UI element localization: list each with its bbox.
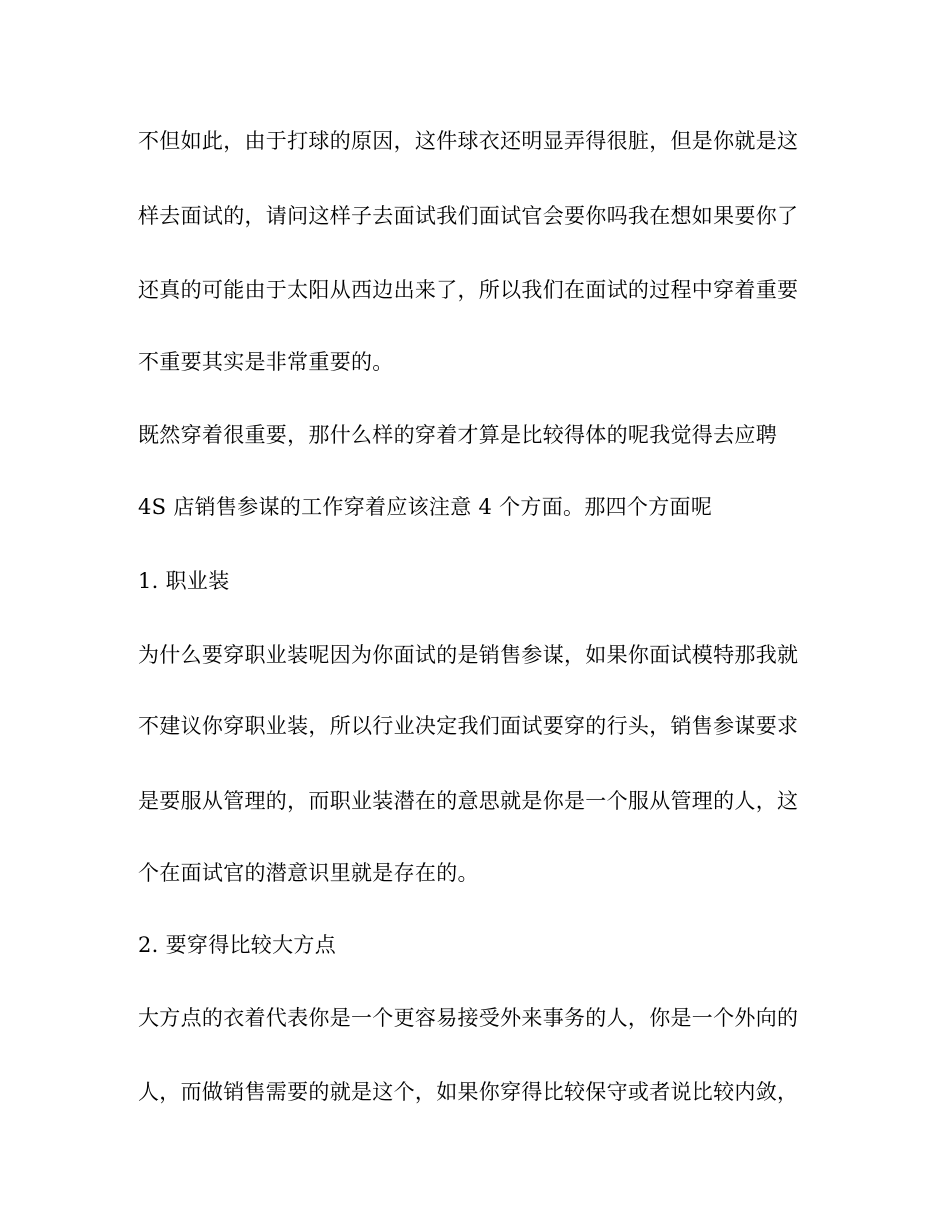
text-line: 不建议你穿职业装，所以行业决定我们面试要穿的行头，销售参谋要求 <box>138 714 799 738</box>
text-line: 还真的可能由于太阳从西边出来了，所以我们在面试的过程中穿着重要 <box>138 278 799 302</box>
text-line: 不但如此，由于打球的原因，这件球衣还明显弄得很脏，但是你就是这 <box>138 129 799 153</box>
list-heading-2: 2. 要穿得比较大方点 <box>138 933 337 957</box>
text-line: 个在面试官的潜意识里就是存在的。 <box>138 861 479 885</box>
list-heading-1: 1. 职业装 <box>138 569 230 593</box>
text-line: 大方点的衣着代表你是一个更容易接受外来事务的人，你是一个外向的 <box>138 1006 799 1030</box>
text-line: 既然穿着很重要，那什么样的穿着才算是比较得体的呢我觉得去应聘 <box>138 423 777 447</box>
text-line: 为什么要穿职业装呢因为你面试的是销售参谋，如果你面试模特那我就 <box>138 643 799 667</box>
text-line: 不重要其实是非常重要的。 <box>138 350 394 374</box>
text-line: 人，而做销售需要的就是这个，如果你穿得比较保守或者说比较内敛， <box>138 1080 799 1104</box>
text-line: 4S 店销售参谋的工作穿着应该注意 4 个方面。那四个方面呢 <box>138 495 713 519</box>
text-line: 是要服从管理的，而职业装潜在的意思就是你是一个服从管理的人，这 <box>138 789 799 813</box>
text-line: 样去面试的，请问这样子去面试我们面试官会要你吗我在想如果要你了 <box>138 204 799 228</box>
